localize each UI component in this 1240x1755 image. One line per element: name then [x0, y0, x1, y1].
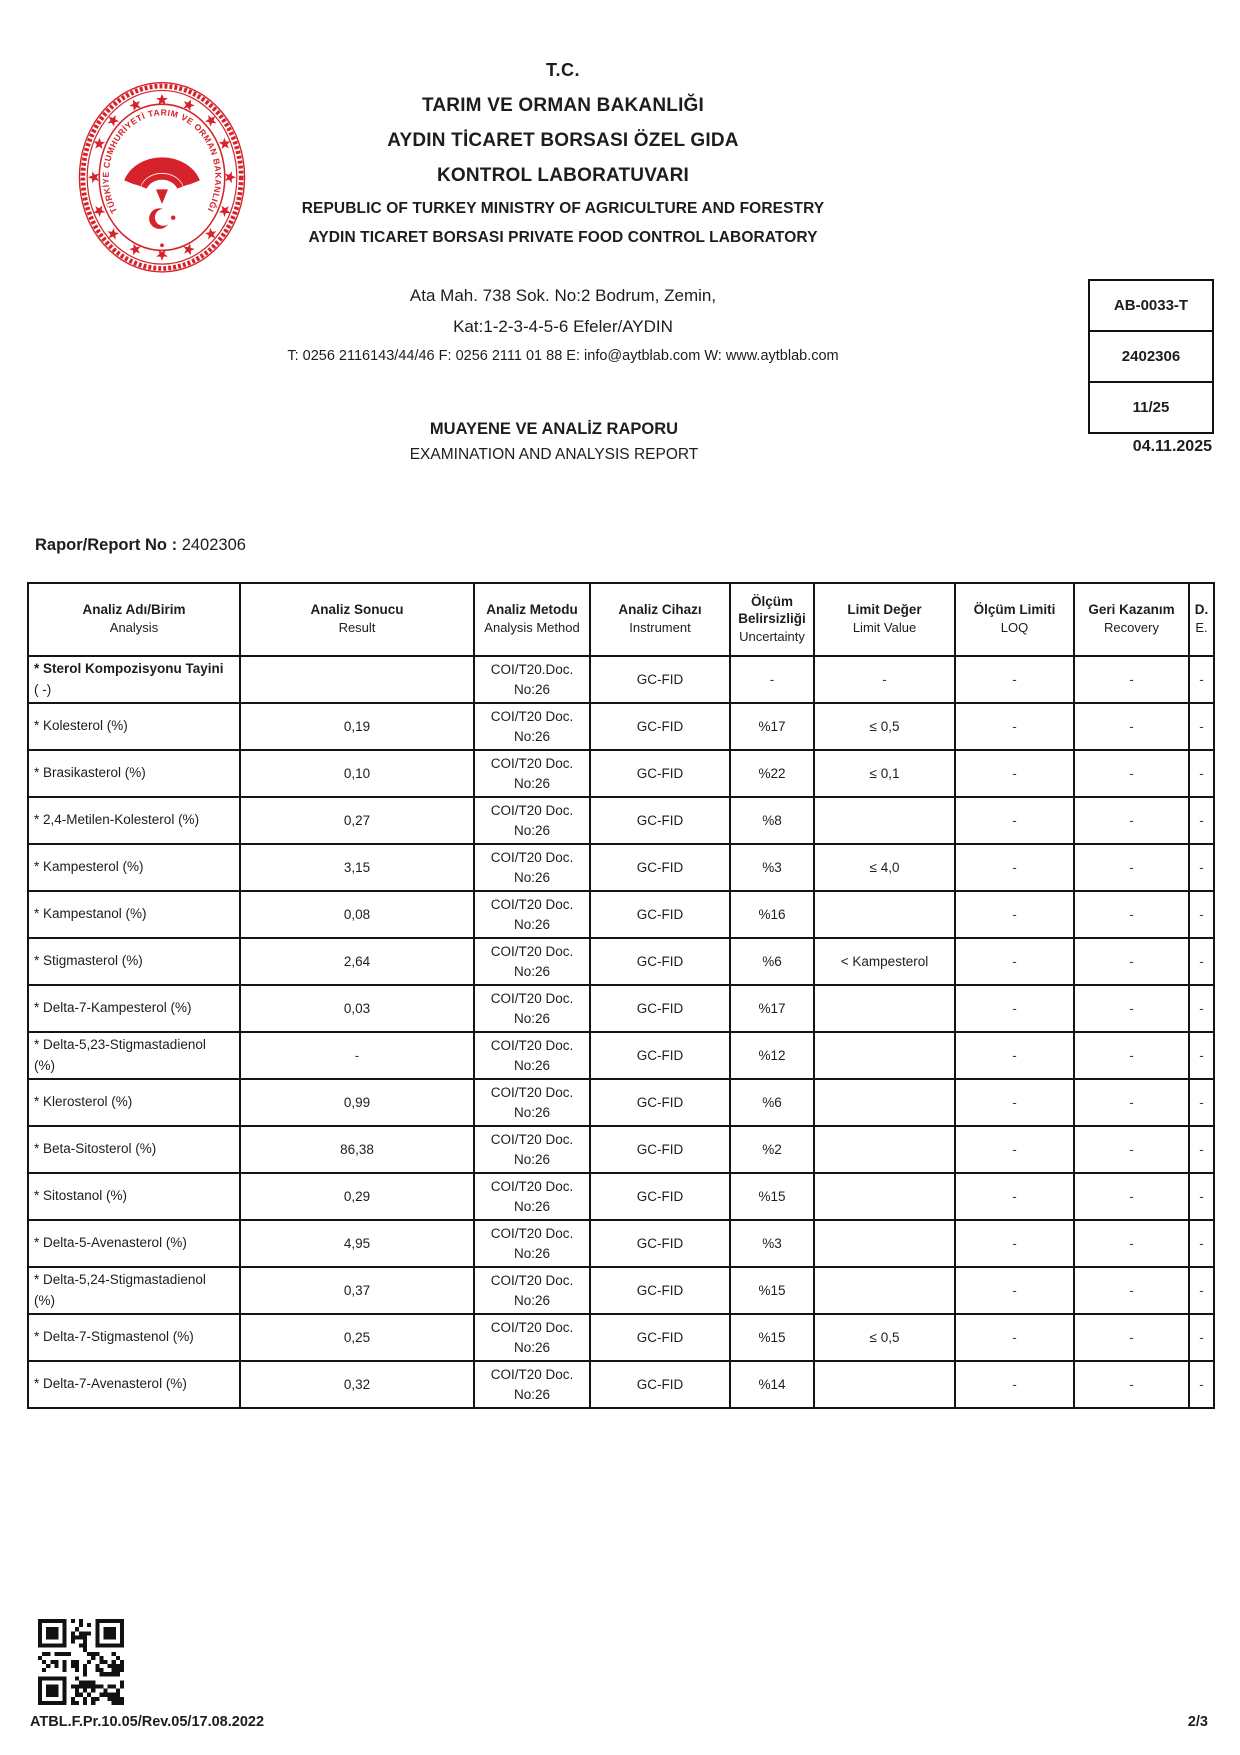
org-title-en: AYDIN TICARET BORSASI PRIVATE FOOD CONTROL LABORATORY — [308, 229, 818, 246]
org-title-tr-1: AYDIN TİCARET BORSASI ÖZEL GIDA — [387, 130, 739, 151]
method-cell: COI/T20.Doc. No:26 — [474, 656, 590, 703]
instrument-cell: GC-FID — [590, 891, 730, 938]
result-cell: 0,08 — [240, 891, 474, 938]
address-line-1: Ata Mah. 738 Sok. No:2 Bodrum, Zemin, — [409, 286, 717, 305]
column-header: Limit Değer Limit Value — [814, 583, 955, 656]
uncertainty-cell: %15 — [730, 1267, 814, 1314]
limit-cell: ≤ 0,1 — [814, 750, 955, 797]
result-cell: 0,25 — [240, 1314, 474, 1361]
table-row — [28, 1173, 1214, 1220]
loq-cell: - — [955, 1079, 1074, 1126]
method-cell: COI/T20 Doc. No:26 — [474, 1032, 590, 1079]
de-cell: - — [1189, 703, 1214, 750]
accreditation-no: AB-0033-T — [1090, 281, 1212, 332]
qr-code — [38, 1618, 124, 1711]
result-cell: 0,29 — [240, 1173, 474, 1220]
instrument-cell: GC-FID — [590, 1361, 730, 1408]
instrument-cell: GC-FID — [590, 1267, 730, 1314]
loq-cell: - — [955, 1032, 1074, 1079]
analysis-name-cell: * Delta-7-Stigmastenol (%) — [28, 1314, 240, 1361]
table-row — [28, 1361, 1214, 1408]
recovery-cell: - — [1074, 1220, 1189, 1267]
address-block — [0, 286, 1126, 364]
recovery-cell: - — [1074, 1361, 1189, 1408]
result-cell: 0,10 — [240, 750, 474, 797]
de-cell: - — [1189, 1361, 1214, 1408]
de-cell: - — [1189, 1126, 1214, 1173]
loq-cell: - — [955, 750, 1074, 797]
column-header: Ölçüm Belirsizliği Uncertainty — [730, 583, 814, 656]
loq-cell: - — [955, 703, 1074, 750]
analysis-name-cell: * Delta-7-Kampesterol (%) — [28, 985, 240, 1032]
uncertainty-cell: %16 — [730, 891, 814, 938]
instrument-cell: GC-FID — [590, 938, 730, 985]
table-row — [28, 844, 1214, 891]
limit-cell — [814, 1220, 955, 1267]
analysis-name-cell: * Kampestanol (%) — [28, 891, 240, 938]
analysis-name-cell: * Klerosterol (%) — [28, 1079, 240, 1126]
uncertainty-cell: %3 — [730, 1220, 814, 1267]
recovery-cell: - — [1074, 703, 1189, 750]
report-no-line — [35, 536, 246, 555]
analysis-name-cell: * Delta-5,23-Stigmastadienol (%) — [28, 1032, 240, 1079]
uncertainty-cell: %15 — [730, 1173, 814, 1220]
limit-cell — [814, 797, 955, 844]
instrument-cell: GC-FID — [590, 656, 730, 703]
recovery-cell: - — [1074, 1032, 1189, 1079]
loq-cell: - — [955, 1314, 1074, 1361]
method-cell: COI/T20 Doc. No:26 — [474, 985, 590, 1032]
table-row — [28, 1032, 1214, 1079]
instrument-cell: GC-FID — [590, 985, 730, 1032]
table-row — [28, 938, 1214, 985]
instrument-cell: GC-FID — [590, 1173, 730, 1220]
column-header: Analiz Sonucu Result — [240, 583, 474, 656]
de-cell: - — [1189, 750, 1214, 797]
ministry-title-tr: TARIM VE ORMAN BAKANLIĞI — [421, 95, 705, 116]
column-header: Geri Kazanım Recovery — [1074, 583, 1189, 656]
table-row — [28, 1079, 1214, 1126]
result-cell: 0,19 — [240, 703, 474, 750]
limit-cell: - — [814, 656, 955, 703]
loq-cell: - — [955, 1220, 1074, 1267]
analysis-name-cell: * Beta-Sitosterol (%) — [28, 1126, 240, 1173]
info-report-no: 2402306 — [1090, 332, 1212, 383]
accreditation-info-box — [1088, 279, 1214, 434]
uncertainty-cell: %2 — [730, 1126, 814, 1173]
report-title-tr: MUAYENE VE ANALİZ RAPORU — [429, 420, 679, 438]
instrument-cell: GC-FID — [590, 1126, 730, 1173]
analysis-name-cell: * Kampesterol (%) — [28, 844, 240, 891]
result-cell: 0,03 — [240, 985, 474, 1032]
de-cell: - — [1189, 1314, 1214, 1361]
uncertainty-cell: %3 — [730, 844, 814, 891]
report-no-value: 2402306 — [181, 536, 246, 554]
loq-cell: - — [955, 1267, 1074, 1314]
recovery-cell: - — [1074, 844, 1189, 891]
limit-cell — [814, 1079, 955, 1126]
table-row — [28, 750, 1214, 797]
recovery-cell: - — [1074, 1079, 1189, 1126]
recovery-cell: - — [1074, 1314, 1189, 1361]
result-cell: 0,99 — [240, 1079, 474, 1126]
limit-cell — [814, 1032, 955, 1079]
info-period: 11/25 — [1132, 399, 1170, 416]
uncertainty-cell: %6 — [730, 938, 814, 985]
loq-cell: - — [955, 844, 1074, 891]
uncertainty-cell: %22 — [730, 750, 814, 797]
instrument-cell: GC-FID — [590, 1032, 730, 1079]
analysis-name-cell: * Sitostanol (%) — [28, 1173, 240, 1220]
method-cell: COI/T20 Doc. No:26 — [474, 797, 590, 844]
analysis-table — [27, 582, 1213, 1409]
result-cell — [240, 656, 474, 703]
report-no-label: Rapor/Report No : — [35, 536, 178, 554]
contact-line: T: 0256 2116143/44/46 F: 0256 2111 01 88 E: info@aytblab.com W: www.aytblab.com — [287, 348, 839, 364]
table-row — [28, 656, 1214, 703]
address-line-2: Kat:1-2-3-4-5-6 Efeler/AYDIN — [453, 317, 673, 336]
method-cell: COI/T20 Doc. No:26 — [474, 1361, 590, 1408]
uncertainty-cell: %14 — [730, 1361, 814, 1408]
loq-cell: - — [955, 891, 1074, 938]
tc-title: T.C. — [545, 60, 580, 80]
column-header: D. E. — [1189, 583, 1214, 656]
analysis-name-cell: * Delta-5-Avenasterol (%) — [28, 1220, 240, 1267]
method-cell: COI/T20 Doc. No:26 — [474, 1079, 590, 1126]
column-header: Analiz Adı/Birim Analysis — [28, 583, 240, 656]
analysis-name-cell: * Brasikasterol (%) — [28, 750, 240, 797]
limit-cell — [814, 1173, 955, 1220]
de-cell: - — [1189, 985, 1214, 1032]
table-row — [28, 703, 1214, 750]
result-cell: 0,37 — [240, 1267, 474, 1314]
instrument-cell: GC-FID — [590, 1079, 730, 1126]
analysis-name-cell: * 2,4-Metilen-Kolesterol (%) — [28, 797, 240, 844]
instrument-cell: GC-FID — [590, 1220, 730, 1267]
method-cell: COI/T20 Doc. No:26 — [474, 703, 590, 750]
method-cell: COI/T20 Doc. No:26 — [474, 1173, 590, 1220]
result-cell: 3,15 — [240, 844, 474, 891]
limit-cell: ≤ 4,0 — [814, 844, 955, 891]
loq-cell: - — [955, 938, 1074, 985]
uncertainty-cell: %17 — [730, 703, 814, 750]
uncertainty-cell: %12 — [730, 1032, 814, 1079]
method-cell: COI/T20 Doc. No:26 — [474, 844, 590, 891]
de-cell: - — [1189, 797, 1214, 844]
analysis-name-cell: * Sterol Kompozisyonu Tayini ( -) — [28, 656, 240, 703]
recovery-cell: - — [1074, 985, 1189, 1032]
de-cell: - — [1189, 891, 1214, 938]
ministry-title-en: REPUBLIC OF TURKEY MINISTRY OF AGRICULTURE AND FORESTRY — [301, 200, 825, 217]
analysis-name-cell: * Kolesterol (%) — [28, 703, 240, 750]
limit-cell — [814, 1267, 955, 1314]
loq-cell: - — [955, 656, 1074, 703]
recovery-cell: - — [1074, 938, 1189, 985]
limit-cell — [814, 1361, 955, 1408]
table-header-row — [28, 583, 1214, 656]
recovery-cell: - — [1074, 797, 1189, 844]
method-cell: COI/T20 Doc. No:26 — [474, 1314, 590, 1361]
uncertainty-cell: %8 — [730, 797, 814, 844]
table-row — [28, 797, 1214, 844]
report-date: 04.11.2025 — [1132, 438, 1212, 455]
page-number: 2/3 — [1187, 1714, 1208, 1730]
seal-ring-text: TÜRKİYE CUMHURİYETİ TARIM VE ORMAN BAKANLIĞI — [100, 107, 224, 216]
report-title-en: EXAMINATION AND ANALYSIS REPORT — [409, 446, 699, 463]
limit-cell: ≤ 0,5 — [814, 703, 955, 750]
loq-cell: - — [955, 985, 1074, 1032]
uncertainty-cell: %15 — [730, 1314, 814, 1361]
recovery-cell: - — [1074, 1126, 1189, 1173]
recovery-cell: - — [1074, 750, 1189, 797]
table-row — [28, 891, 1214, 938]
result-cell: 86,38 — [240, 1126, 474, 1173]
loq-cell: - — [955, 1126, 1074, 1173]
recovery-cell: - — [1074, 1267, 1189, 1314]
recovery-cell: - — [1074, 656, 1189, 703]
document-code: ATBL.F.Pr.10.05/Rev.05/17.08.2022 — [30, 1714, 265, 1730]
column-header: Analiz Metodu Analysis Method — [474, 583, 590, 656]
analysis-name-cell: * Delta-5,24-Stigmastadienol (%) — [28, 1267, 240, 1314]
column-header: Analiz Cihazı Instrument — [590, 583, 730, 656]
method-cell: COI/T20 Doc. No:26 — [474, 891, 590, 938]
de-cell: - — [1189, 1220, 1214, 1267]
loq-cell: - — [955, 797, 1074, 844]
limit-cell — [814, 891, 955, 938]
column-header: Ölçüm Limiti LOQ — [955, 583, 1074, 656]
uncertainty-cell: %17 — [730, 985, 814, 1032]
loq-cell: - — [955, 1361, 1074, 1408]
de-cell: - — [1189, 1267, 1214, 1314]
limit-cell: ≤ 0,5 — [814, 1314, 955, 1361]
loq-cell: - — [955, 1173, 1074, 1220]
de-cell: - — [1189, 938, 1214, 985]
uncertainty-cell: %6 — [730, 1079, 814, 1126]
analysis-name-cell: * Delta-7-Avenasterol (%) — [28, 1361, 240, 1408]
method-cell: COI/T20 Doc. No:26 — [474, 1126, 590, 1173]
recovery-cell: - — [1074, 891, 1189, 938]
table-row — [28, 1220, 1214, 1267]
table-row — [28, 1126, 1214, 1173]
instrument-cell: GC-FID — [590, 750, 730, 797]
table-row — [28, 985, 1214, 1032]
de-cell: - — [1189, 844, 1214, 891]
org-title-tr-2: KONTROL LABORATUVARI — [436, 165, 690, 186]
table-row — [28, 1267, 1214, 1314]
header-titles — [0, 60, 1126, 258]
result-cell: 0,32 — [240, 1361, 474, 1408]
instrument-cell: GC-FID — [590, 703, 730, 750]
method-cell: COI/T20 Doc. No:26 — [474, 938, 590, 985]
analysis-name-cell: * Stigmasterol (%) — [28, 938, 240, 985]
de-cell: - — [1189, 1173, 1214, 1220]
result-cell: 2,64 — [240, 938, 474, 985]
de-cell: - — [1189, 1079, 1214, 1126]
instrument-cell: GC-FID — [590, 797, 730, 844]
limit-cell — [814, 1126, 955, 1173]
result-cell: - — [240, 1032, 474, 1079]
recovery-cell: - — [1074, 1173, 1189, 1220]
instrument-cell: GC-FID — [590, 1314, 730, 1361]
method-cell: COI/T20 Doc. No:26 — [474, 1267, 590, 1314]
uncertainty-cell: - — [730, 656, 814, 703]
limit-cell: < Kampesterol — [814, 938, 955, 985]
de-cell: - — [1189, 656, 1214, 703]
de-cell: - — [1189, 1032, 1214, 1079]
instrument-cell: GC-FID — [590, 844, 730, 891]
method-cell: COI/T20 Doc. No:26 — [474, 1220, 590, 1267]
limit-cell — [814, 985, 955, 1032]
table-row — [28, 1314, 1214, 1361]
method-cell: COI/T20 Doc. No:26 — [474, 750, 590, 797]
result-cell: 4,95 — [240, 1220, 474, 1267]
result-cell: 0,27 — [240, 797, 474, 844]
report-title-block — [0, 420, 1108, 464]
